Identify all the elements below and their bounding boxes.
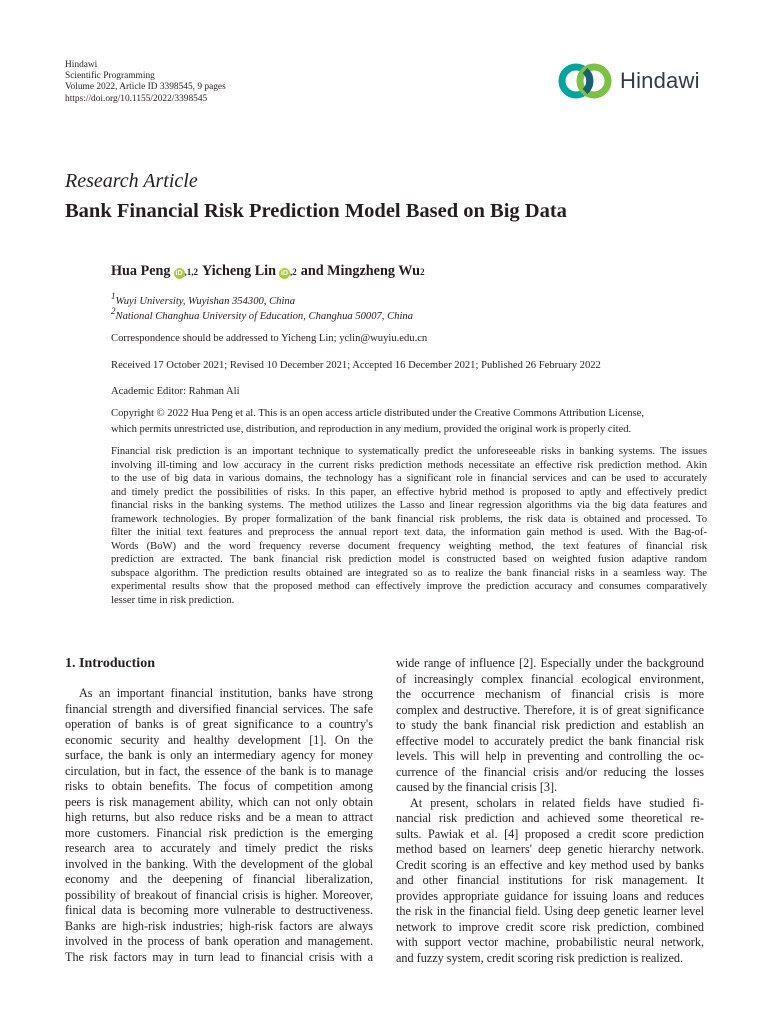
- body-line: method based on learners' deep genetic hierarchy network.: [396, 842, 704, 856]
- abstract-line: financial risks in the banking systems. The method utilizes the Lasso and linear regression algorithms via the big data features and: [111, 500, 707, 512]
- body-line: financial strength and diversified financial services. The safe: [65, 701, 373, 716]
- body-line: circulation, but in fact, the essence of the bank is to manage: [65, 763, 373, 778]
- body-line: operation of banks is of great significance to a country's: [65, 717, 373, 731]
- body-line: and other financial institutions for risk management. It: [396, 873, 704, 887]
- body-line: with support vector machine, probabilistic neural network,: [396, 935, 704, 949]
- body-line: As an important financial institution, banks have strong: [79, 686, 373, 700]
- abstract-line: filter the initial text features and preprocess the annual report text data, the information gain method is used. With the Bag-of-: [111, 527, 707, 539]
- abstract-line: experimental results show that the proposed method can effectively improve the prediction accuracy and consumes comparatively: [111, 581, 707, 593]
- academic-editor: Academic Editor: Rahman Ali: [111, 386, 240, 397]
- journal-name: Scientific Programming: [65, 71, 155, 82]
- copyright-line: Copyright © 2022 Hua Peng et al. This is an open access article distributed under the Creative Commons Attribution License,: [111, 408, 645, 419]
- publication-dates: Received 17 October 2021; Revised 10 December 2021; Accepted 16 December 2021; Published 26 February 2022: [111, 360, 601, 371]
- body-line: Banks are high-risk industries; high-risk factors are always: [65, 918, 373, 933]
- abstract-line: and timely predict the possibilities of risks. In this paper, an effective hybrid method is proposed to aptly and effectively predict: [111, 486, 707, 498]
- body-line: complex and destructive. Therefore, it is of great significance: [396, 702, 704, 717]
- body-line: the risk in the financial field. Using deep genetic learner level: [396, 904, 704, 918]
- body-line: levels. This will help in preventing and controlling the oc-: [396, 749, 704, 763]
- affiliations: [111, 291, 414, 324]
- body-line: sults. Pawiak et al. [4] proposed a credit score prediction: [396, 826, 704, 841]
- body-line: wide range of influence [2]. Especially under the background: [396, 656, 704, 670]
- body-line: high returns, but also reduce risks and be a mean to attract: [65, 810, 373, 824]
- body-line: The risk factors may in turn lead to financial crisis with a: [65, 949, 373, 964]
- paper-title: Bank Financial Risk Prediction Model Based on Big Data: [65, 200, 567, 222]
- abstract-line: framework technologies. By proper formalization of the bank financial risk problems, the risk data is obtained and processed. To: [111, 513, 707, 525]
- author-name: Hua Peng: [111, 263, 171, 279]
- affiliation-sup: 1: [111, 291, 116, 301]
- abstract-line: to the use of big data in various domains, the technology has a significant role in financial services and can be used to accurately: [111, 473, 707, 485]
- orcid-icon[interactable]: iD: [175, 270, 183, 277]
- body-line: to study the bank financial risk prediction and establish an: [396, 718, 704, 732]
- body-line: involved in the banking. With the development of the global: [65, 856, 373, 871]
- abstract-line: prediction are extracted. The bank financial risk prediction model is constructed based on weighted fusion adaptive random: [111, 554, 707, 566]
- body-column-right: [396, 656, 704, 966]
- affiliation-line: [111, 291, 413, 310]
- body-line: the occurrence mechanism of financial crisis is more: [396, 687, 704, 701]
- body-line: peers is risk management ability, which can not only obtain: [65, 794, 373, 809]
- masthead: [65, 60, 226, 105]
- copyright-notice: [111, 406, 706, 437]
- body-line: of increasingly complex financial ecological environment,: [396, 671, 704, 686]
- author-name: Yicheng Lin: [202, 263, 276, 279]
- body-line: economy and the deepening of financial liberalization,: [65, 872, 373, 886]
- doi-link[interactable]: https://doi.org/10.1155/2022/3398545: [65, 93, 208, 104]
- publisher-name: Hindawi: [65, 60, 98, 70]
- logo-text: Hindawi: [620, 68, 700, 93]
- body-line: network to improve credit score risk prediction, combined: [396, 919, 704, 934]
- abstract-line: Words (BoW) and the word frequency reverse document frequency weighting method, the text features of financial risk: [111, 540, 707, 552]
- body-line: involved in the process of bank operation and management.: [65, 934, 373, 948]
- body-line: surface, the bank is only an intermediary agency for money: [65, 748, 373, 762]
- body-line: research area to accurately and timely predict the risks: [65, 841, 373, 855]
- author-list: Hua Peng iD ,1,2 Yicheng Lin iD ,2 and Mingzheng Wu 2: [111, 263, 425, 279]
- body-line: Credit scoring is an effective and key method used by banks: [396, 857, 704, 872]
- body-line: nancial risk prediction and achieved some theoretical re-: [396, 811, 704, 825]
- body-line: caused by the financial crisis [3].: [396, 780, 558, 794]
- affiliation-text: Wuyi University, Wuyishan 354300, China: [115, 296, 295, 307]
- abstract-line: Financial risk prediction is an important technique to systematically predict the unforeseeable risks in banking systems. The issues: [111, 446, 707, 457]
- author-name: and Mingzheng Wu: [300, 263, 421, 279]
- volume-info: Volume 2022, Article ID 3398545, 9 pages: [65, 82, 226, 93]
- affiliation-line: [111, 305, 414, 325]
- body-line: currence of the financial crisis and/or reducing the losses: [396, 764, 704, 779]
- hindawi-rings-icon: [557, 62, 613, 100]
- section-heading: 1. Introduction: [65, 656, 155, 671]
- body-line: more customers. Financial risk prediction is the emerging: [65, 825, 373, 840]
- abstract: [111, 445, 707, 608]
- correspondence: Correspondence should be addressed to Yicheng Lin; yclin@wuyiu.edu.cn: [111, 333, 428, 344]
- body-line: provides appropriate guidance for issuing loans and reduces: [396, 888, 704, 903]
- body-line: finical data is becoming more vulnerable to destructiveness.: [65, 903, 373, 917]
- affiliation-text: National Changhua University of Education, Changhua 50007, China: [115, 310, 414, 322]
- article-type: Research Article: [65, 170, 198, 192]
- abstract-line: involving ill-timing and low accuracy in the current risks prediction methods necessitate an effective risk prediction method. Akin: [111, 459, 707, 471]
- body-line: risks to obtain benefits. The focus of competition among: [65, 779, 373, 793]
- abstract-line: lesser time in risk prediction.: [111, 595, 235, 607]
- body-column-left: [65, 686, 373, 965]
- orcid-icon[interactable]: iD: [281, 270, 288, 277]
- abstract-line: subspace algorithm. The prediction results obtained are integrated so as to realize the bank financial risks in a seamless way. The: [111, 567, 707, 579]
- body-line: effective model to accurately predict the bank financial risk: [396, 733, 704, 748]
- hindawi-logo[interactable]: [557, 62, 700, 100]
- body-line: and fuzzy system, credit scoring risk prediction is realized.: [396, 950, 683, 965]
- affiliation-sup: 2: [111, 305, 116, 316]
- body-line: At present, scholars in related fields have studied fi-: [410, 795, 704, 810]
- copyright-line: which permits unrestricted use, distribution, and reproduction in any medium, provided the original work is properly cited.: [111, 423, 632, 435]
- body-line: possibility of breakout of financial crisis is higher. Moreover,: [65, 887, 373, 902]
- body-line: economic security and healthy development [1]. On the: [65, 732, 373, 747]
